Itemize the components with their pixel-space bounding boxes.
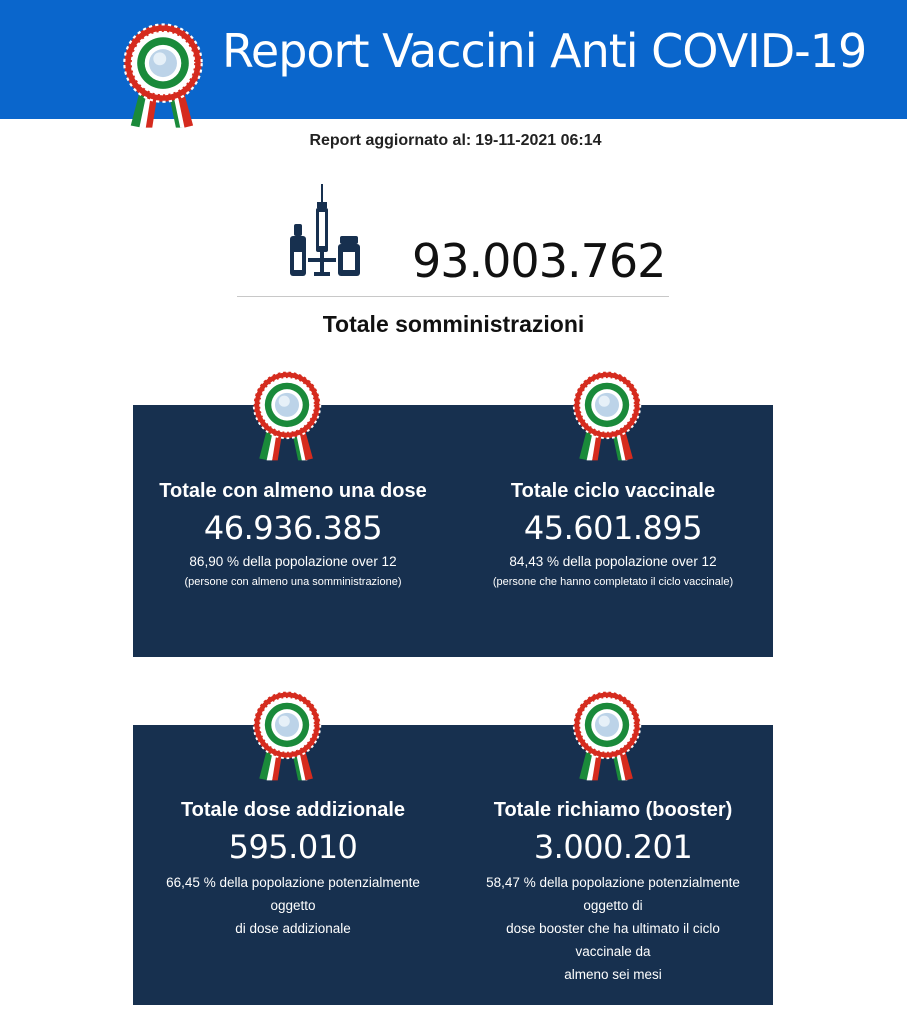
card-desc-line: dose booster che ha ultimato il ciclo <box>506 921 720 936</box>
card-title: Totale dose addizionale <box>180 799 406 821</box>
card-almeno-una-dose <box>133 478 453 591</box>
page-header <box>0 0 907 119</box>
card-desc: 86,90 % della popolazione over 12 <box>189 554 397 569</box>
card-value: 3.000.201 <box>533 828 693 866</box>
card-value: 45.601.895 <box>523 509 703 547</box>
card-note: (persone che hanno completato il ciclo vaccinale) <box>492 576 734 588</box>
card-value: 595.010 <box>228 828 358 866</box>
card-desc-line: almeno sei mesi <box>564 967 662 982</box>
updated-value: 19-11-2021 06:14 <box>475 132 602 149</box>
italian-cockade-icon <box>250 682 324 790</box>
divider <box>237 296 669 297</box>
card-ciclo-vaccinale <box>453 478 773 591</box>
card-value: 46.936.385 <box>203 509 383 547</box>
totale-label: Totale somministrazioni <box>322 311 585 337</box>
card-desc <box>133 871 453 940</box>
card-dose-addizionale <box>133 797 453 940</box>
italian-cockade-icon <box>120 14 206 138</box>
report-updated <box>0 132 907 150</box>
card-desc-line: vaccinale da <box>575 944 651 959</box>
card-richiamo-booster <box>453 797 773 986</box>
card-desc-line: di dose addizionale <box>235 921 351 936</box>
card-desc-line: 66,45 % della popolazione potenzialmente <box>166 875 420 890</box>
card-desc: 84,43 % della popolazione over 12 <box>509 554 717 569</box>
updated-label: Report aggiornato al: <box>309 132 472 149</box>
card-title: Totale ciclo vaccinale <box>510 480 716 502</box>
card-note: (persone con almeno una somministrazione) <box>184 576 402 588</box>
card-desc-line: 58,47 % della popolazione potenzialmente <box>486 875 740 890</box>
card-title: Totale richiamo (booster) <box>493 799 733 821</box>
totale-value: 93.003.762 <box>412 234 666 288</box>
card-desc <box>453 871 773 986</box>
card-desc-line: oggetto <box>270 898 316 913</box>
page-title: Report Vaccini Anti COVID-19 <box>222 24 867 78</box>
vaccine-syringe-vials-icon <box>282 182 364 278</box>
italian-cockade-icon <box>570 682 644 790</box>
card-title: Totale con almeno una dose <box>159 480 427 502</box>
card-desc-line: oggetto di <box>583 898 643 913</box>
italian-cockade-icon <box>250 362 324 470</box>
italian-cockade-icon <box>570 362 644 470</box>
